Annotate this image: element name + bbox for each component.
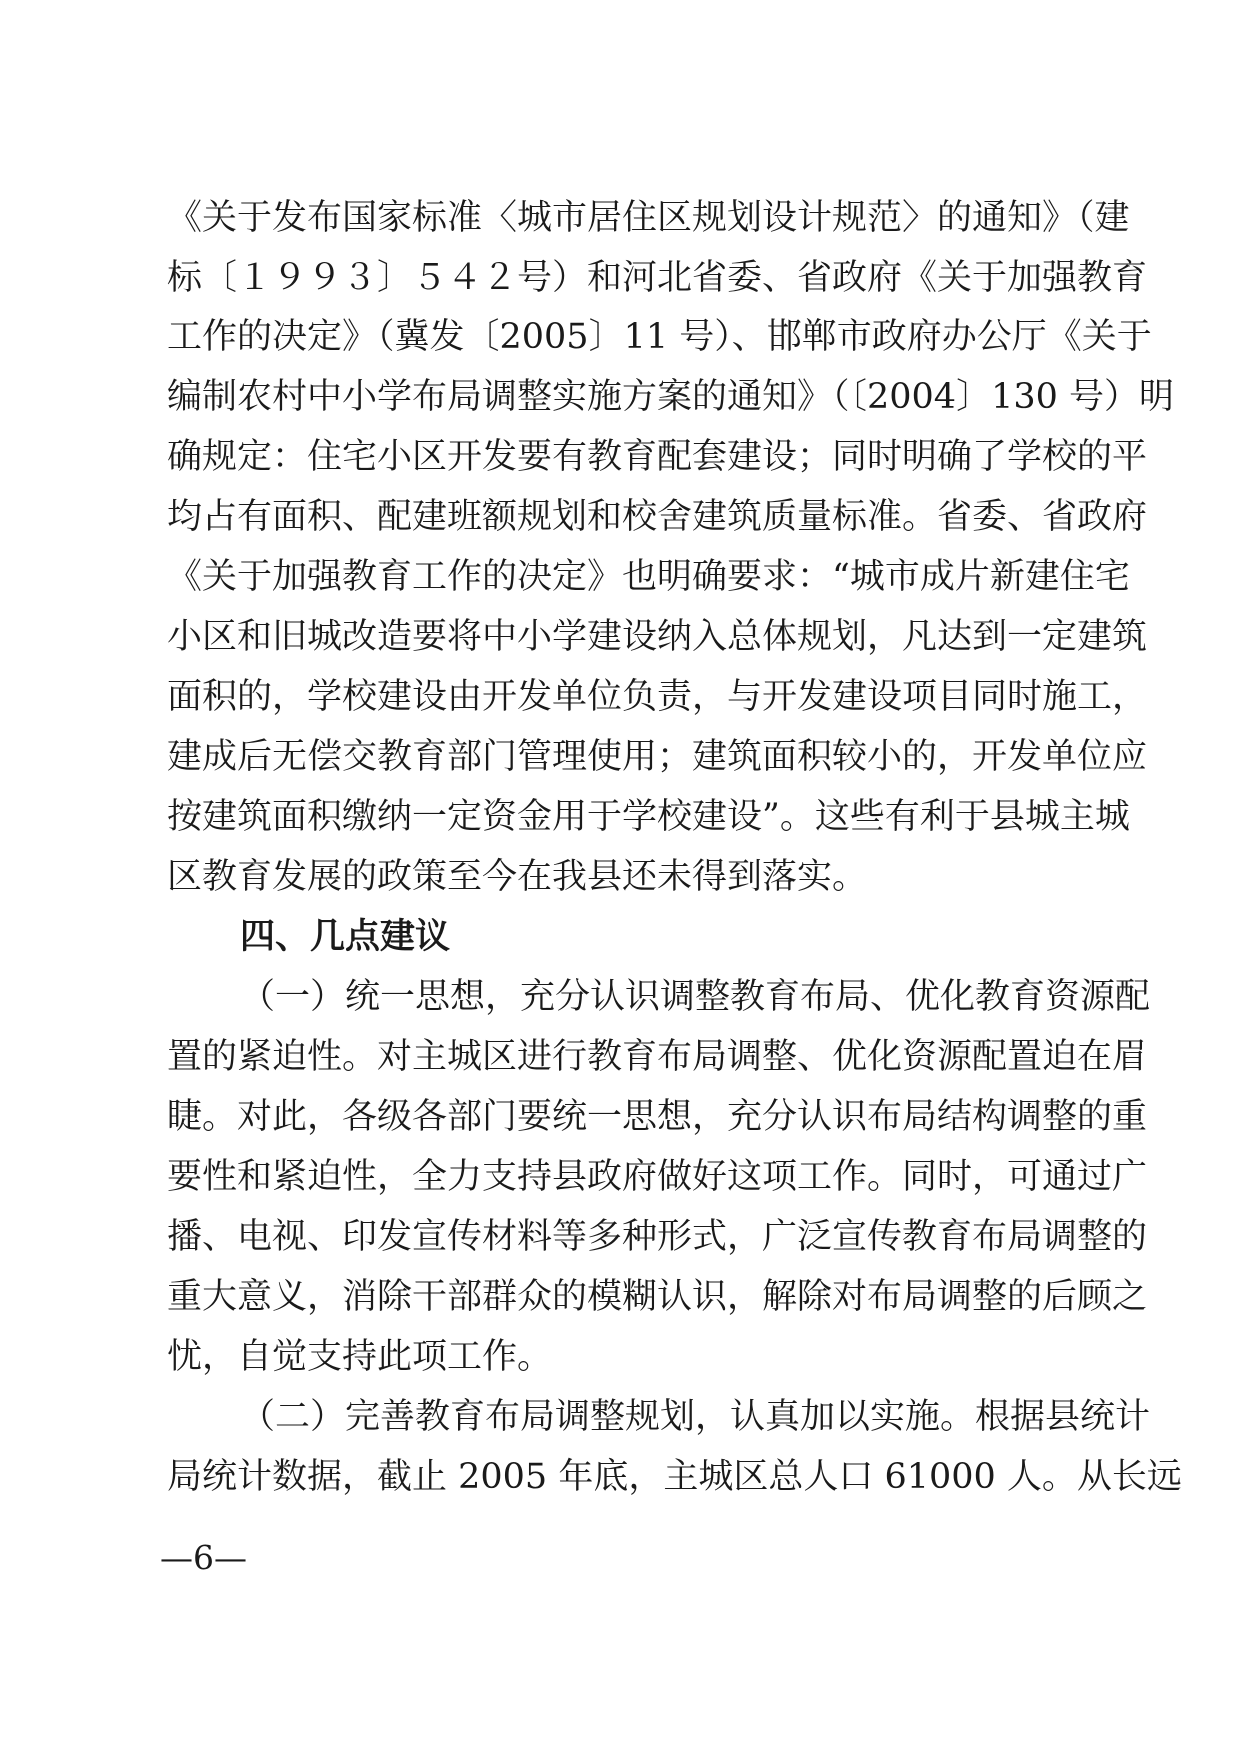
text-line: 面积的，学校建设由开发单位负责，与开发建设项目同时施工， (167, 677, 1148, 717)
text-line: 《关于加强教育工作的决定》也明确要求：“城市成片新建住宅 (167, 557, 1130, 597)
text-line: 编制农村中小学布局调整实施方案的通知》（〔2004〕130 号）明 (167, 377, 1175, 417)
section-heading: 四、几点建议 (240, 917, 451, 957)
text-line: 区教育发展的政策至今在我县还未得到落实。 (167, 857, 868, 897)
text-line: 要性和紧迫性，全力支持县政府做好这项工作。同时，可通过广 (167, 1157, 1148, 1197)
text-line: 标〔１９９３〕５４２号）和河北省委、省政府《关于加强教育 (167, 258, 1148, 298)
text-line: 睫。对此，各级各部门要统一思想，充分认识布局结构调整的重 (167, 1097, 1148, 1137)
text-line: 忧，自觉支持此项工作。 (167, 1337, 553, 1377)
text-line: （一）统一思想，充分认识调整教育布局、优化教育资源配 (240, 977, 1151, 1017)
text-line: 均占有面积、配建班额规划和校舍建筑质量标准。省委、省政府 (167, 497, 1148, 537)
text-line: 重大意义，消除干部群众的模糊认识，解除对布局调整的后顾之 (167, 1277, 1148, 1317)
text-line: 局统计数据，截止 2005 年底，主城区总人口 61000 人。从长远 (167, 1457, 1182, 1497)
text-line: 按建筑面积缴纳一定资金用于学校建设”。这些有利于县城主城 (167, 797, 1130, 837)
text-line: （二）完善教育布局调整规划，认真加以实施。根据县统计 (240, 1397, 1151, 1437)
text-line: 确规定：住宅小区开发要有教育配套建设；同时明确了学校的平 (167, 437, 1148, 477)
text-line: 建成后无偿交教育部门管理使用；建筑面积较小的，开发单位应 (167, 737, 1148, 777)
text-line: 置的紧迫性。对主城区进行教育布局调整、优化资源配置迫在眉 (167, 1037, 1148, 1077)
text-line: 小区和旧城改造要将中小学建设纳入总体规划，凡达到一定建筑 (167, 617, 1148, 657)
text-line: 《关于发布国家标准〈城市居住区规划设计规范〉的通知》（建 (167, 198, 1130, 238)
text-line: 工作的决定》（冀发〔2005〕11 号）、邯郸市政府办公厅《关于 (167, 317, 1152, 357)
text-line: 播、电视、印发宣传材料等多种形式，广泛宣传教育布局调整的 (167, 1217, 1148, 1257)
page-number: —6— (160, 1538, 247, 1577)
